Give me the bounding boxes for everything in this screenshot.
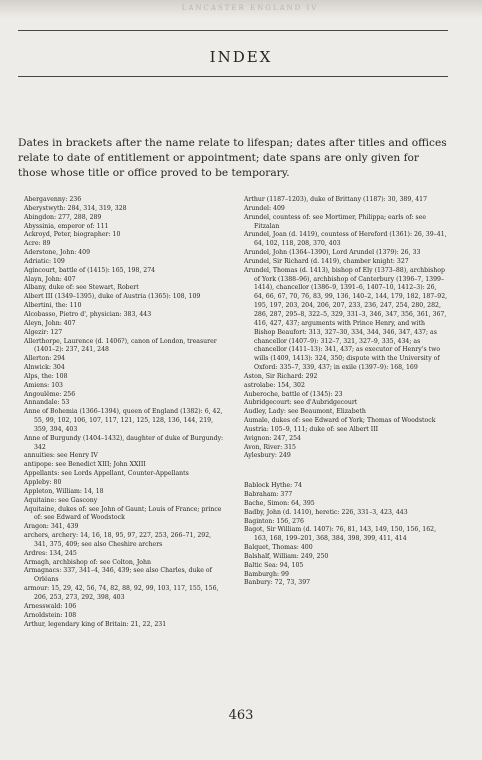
index-entry: Armagh, archbishop of: see Colton, John: [24, 558, 151, 566]
index-entry: Arundel, Sir Richard (d. 1419), chamber knight: 327: [244, 257, 409, 265]
index-entry: armour: 15, 29, 42, 56, 74, 82, 88, 92, 99, 103, 117, 155, 156, 206, 253, 273, 292, 398, 403: [24, 585, 219, 601]
index-entry: Avignon: 247, 254: [244, 434, 301, 442]
index-entry: Abyssinia, emperor of: 111: [24, 222, 109, 230]
index-entry: Aragon: 341, 439: [24, 523, 79, 531]
index-entry: Avon, River: 315: [244, 443, 296, 451]
index-entry: Bamburgh: 99: [244, 570, 289, 578]
index-entry: Bagot, Sir William (d. 1407): 76, 81, 143, 149, 150, 156, 162, 163, 168, 199–201, 368, 384, 398, 399, 411, 414: [244, 526, 437, 543]
index-entry: Appellants: see Lords Appellant, Counter-Appellants: [24, 470, 189, 478]
index-entry: Arundel: 409: [244, 204, 285, 212]
index-entry: Balshalf, William: 249, 250: [244, 552, 329, 560]
index-entry: annuities: see Henry IV: [24, 452, 98, 460]
index-entry: Appleton, William: 14, 18: [24, 487, 104, 495]
page-title: INDEX: [209, 48, 273, 66]
index-entry: Alnwick: 304: [24, 364, 65, 372]
index-entry: Arundel, John (1364–1390), Lord Arundel (1379): 26, 33: [244, 249, 421, 257]
index-entry: Audley, Lady: see Beaumont, Elizabeth: [244, 408, 366, 416]
index-entry: Badby, John (d. 1410), heretic: 226, 331–3, 423, 443: [244, 508, 408, 516]
running-head: LANCASTER ENGLAND IV: [181, 4, 319, 12]
index-entry: Aquitaine, dukes of: see John of Gaunt; Louis of France; prince of: see Edward of Woodstock: [24, 505, 222, 522]
index-entry: antipope: see Benedict XIII; John XXIII: [24, 461, 146, 469]
index-entry: Babraham: 377: [244, 491, 293, 499]
index-entry: Allerton: 294: [24, 355, 66, 363]
index-entry: Adriatic: 109: [24, 257, 65, 265]
index-entry: Abergavenny: 236: [24, 196, 82, 203]
index-entry: Ackroyd, Peter, biographer: 10: [24, 231, 121, 239]
index-entry: Algezir: 127: [24, 328, 63, 336]
index-entry: Albertini, the: 110: [24, 302, 82, 310]
index-intro-note: Dates in brackets after the name relate to lifespan; dates after titles and offices relate to date of entitlement or appointment; date spans are only given for those whose title or office proved to be temporary.: [18, 137, 447, 179]
index-column-right: [244, 196, 448, 588]
index-entry: Banbury: 72, 73, 397: [244, 579, 311, 587]
index-entry: Anne of Burgundy (1404–1432), daughter of duke of Burgundy: 342: [24, 434, 224, 451]
index-entry: Arundel, Joan (d. 1419), countess of Hereford (1361): 26, 39–41, 64, 102, 118, 208, 370, 403: [244, 231, 447, 248]
index-entry: Bache, Simon: 64, 395: [244, 499, 315, 507]
index-entry: Aberystwyth: 284, 314, 319, 328: [24, 204, 127, 212]
rule-top: [18, 30, 448, 31]
rule-under-title: [18, 76, 448, 77]
letter-section-gap: [244, 468, 448, 477]
index-entry: Albert III (1349–1395), duke of Austria (1365): 108, 109: [24, 293, 201, 301]
index-entry: Agincourt, battle of (1415): 165, 198, 274: [24, 266, 156, 274]
index-entry: Auberoche, battle of (1345): 23: [244, 390, 343, 398]
index-entry: Bablock Hythe: 74: [244, 482, 303, 490]
index-entry: Aumale, dukes of: see Edward of York; Thomas of Woodstock: [244, 417, 436, 425]
index-entry: Aquitaine: see Gascony: [24, 496, 98, 504]
index-entry: Aderstone, John: 409: [24, 249, 91, 257]
index-entry: Alayn, John: 407: [24, 275, 76, 283]
index-entry: Arthur (1187–1203), duke of Brittany (1187): 30, 389, 417: [244, 196, 428, 203]
index-entry: Baltic Sea: 94, 105: [244, 561, 304, 569]
index-entry: Albany, duke of: see Stewart, Robert: [24, 284, 139, 292]
index-entry: Allerthorpe, Laurence (d. 1406?), canon of London, treasurer (1401–2): 237, 241, 248: [24, 337, 217, 354]
index-entry: Aleyn, John: 407: [24, 319, 76, 327]
index-entry: Annandale: 53: [24, 399, 70, 407]
index-column-left: [24, 196, 224, 629]
index-entry: Arthur, legendary king of Britain: 21, 22, 231: [24, 620, 167, 628]
index-entry: Ardres: 134, 245: [24, 549, 77, 557]
index-entry: Arnesswald: 106: [24, 602, 77, 610]
index-entry: Aylesbury: 249: [244, 452, 291, 460]
index-entry: Abingdon: 277, 288, 289: [24, 213, 102, 221]
index-entry: Arnoldstein: 108: [24, 611, 77, 619]
index-entry: Alps, the: 108: [24, 372, 68, 380]
index-entry: Aston, Sir Richard: 292: [244, 372, 318, 380]
index-entry: Arundel, countess of: see Mortimer, Philippa; earls of: see Fitzalan: [244, 213, 427, 230]
index-entry: Anne of Bohemia (1366–1394), queen of England (1382): 6, 42, 55, 99, 102, 106, 107, 117, 121, 125, 128, 136, 144, 219, 359, 394, 403: [24, 408, 223, 433]
index-entry: Armagnacs: 337, 341–4, 346, 439; see also Charles, duke of Orléans: [24, 567, 212, 584]
index-entry: Angoulême: 256: [24, 390, 76, 398]
page-number: 463: [228, 708, 254, 723]
index-entry: Baginton: 156, 276: [244, 517, 304, 525]
index-entry: Balquet, Thomas: 400: [244, 544, 313, 552]
index-entry: astrolabe: 154, 302: [244, 381, 305, 389]
index-entry: Aubridgecourt: see d'Aubridgecourt: [244, 399, 358, 407]
index-entry: Alcobasso, Pietro d', physician: 383, 443: [24, 310, 152, 318]
index-entry: Arundel, Thomas (d. 1413), bishop of Ely (1373–88), archbishop of York (1388–96), archbishop of Canterbury (1396–7, 1399–1414), chancellor (1386–9, 1391–6, 1407–10, 1412–3): 26, 64, 66, 67, 70, 76, 83, 99, 136, 140–2, 144, 179, 182, 187–92, 195, 197, 203, 204, 206, 207, 233, 236, 247, 254, 280, 282, 286, 287, 295–8, 322–5, 329, 331–3, 346, 347, 356, 361, 367, 416, 427, 437; arguments with Prince Henry, and with Bishop Beaufort: 313, 327–30, 334, 344, 346, 347, 437; as chancellor (1407–9): 312–7, 321, 327–9, 335, 434; as chancellor (1411–13): 341, 437; as executor of Henry's two wills (1409, 1413): 324, 350; dispute with the University of Oxford: 335–7, 339, 437; in exile (1397–9): 168, 169: [244, 266, 448, 372]
index-entry: Amiens: 103: [24, 381, 63, 389]
index-entry: Austria: 105–9, 111; duke of: see Albert III: [244, 425, 379, 433]
index-entry: archers, archery: 14, 16, 18, 95, 97, 227, 253, 266–71, 292, 341, 375, 409; see also Cheshire archers: [24, 532, 212, 548]
index-entry: Acre: 89: [24, 240, 51, 248]
index-entry: Appleby: 80: [24, 479, 62, 486]
